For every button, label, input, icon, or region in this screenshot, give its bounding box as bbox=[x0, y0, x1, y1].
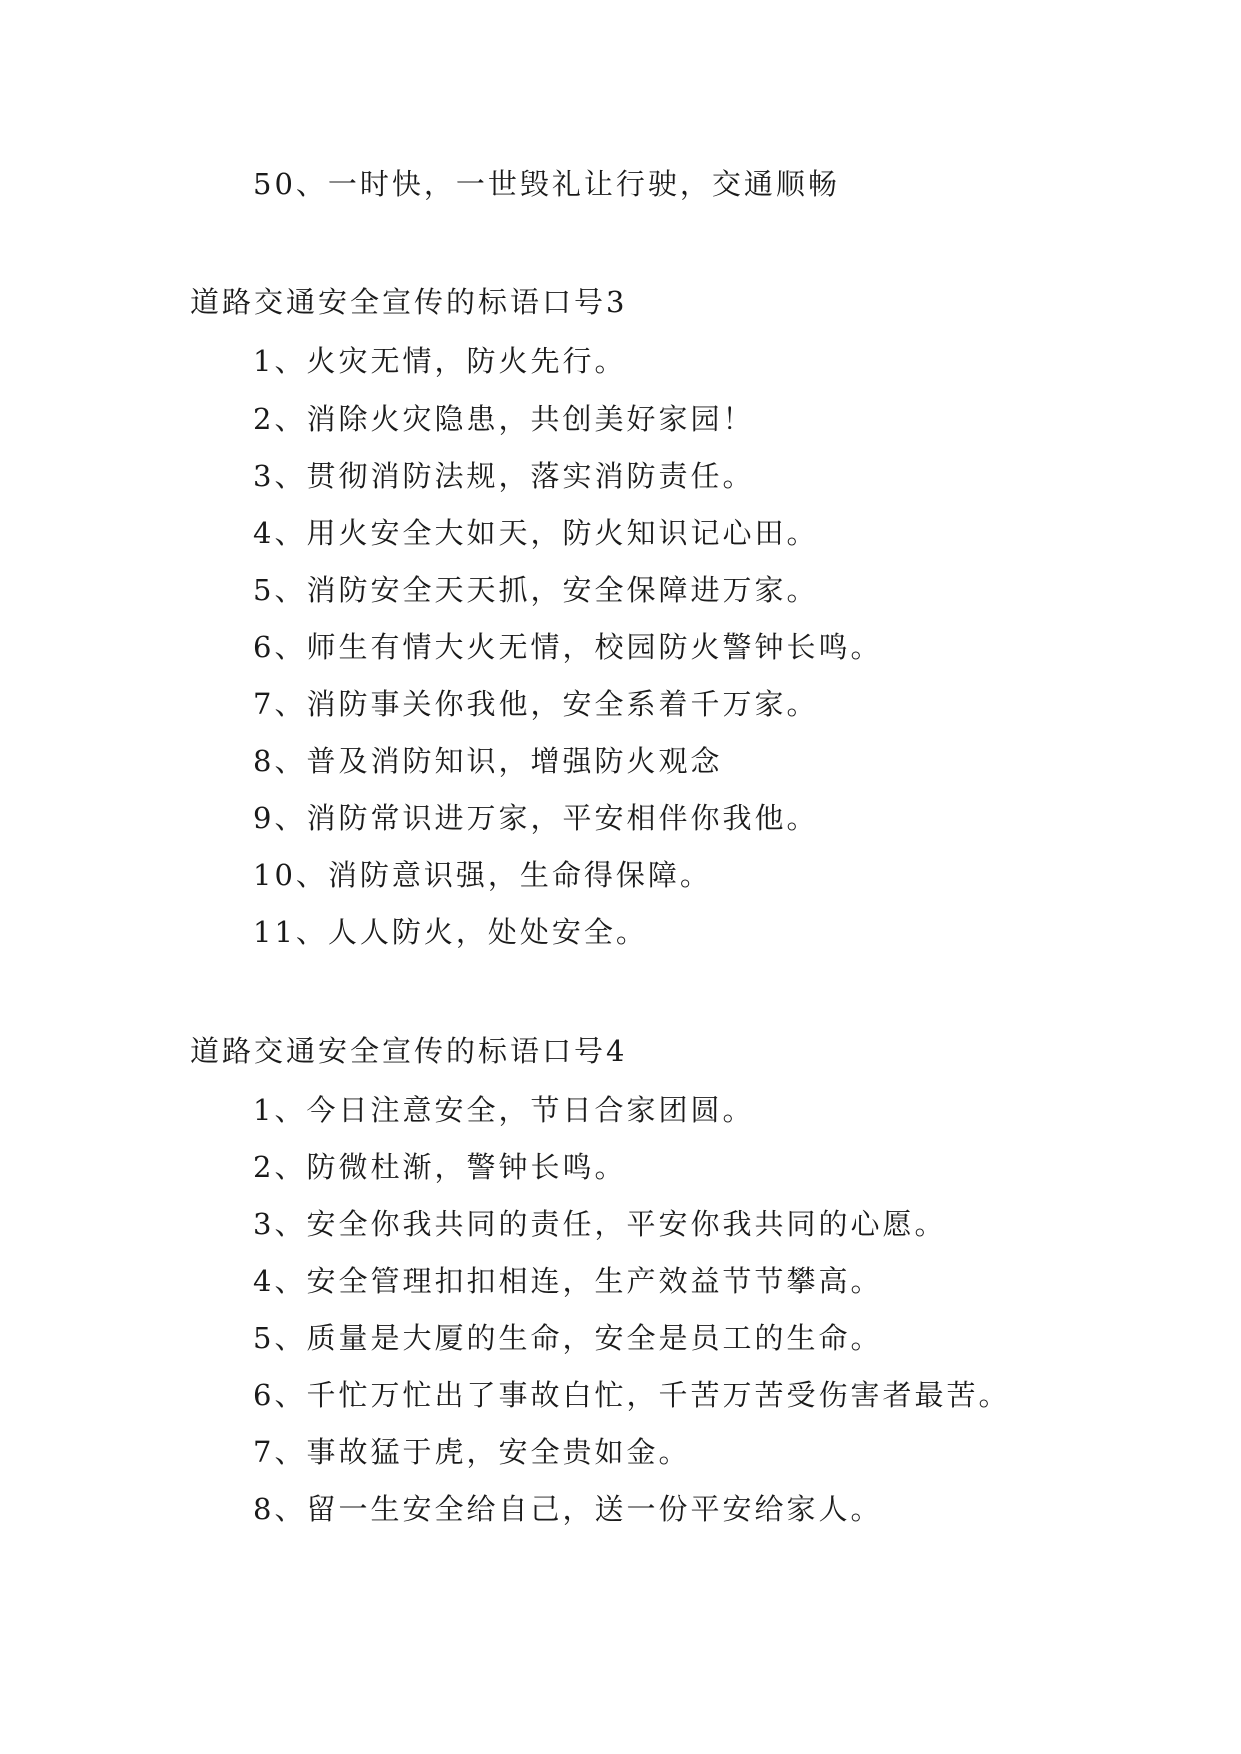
section-3-item-2: 2、消除火灾隐患，共创美好家园！ bbox=[253, 402, 755, 436]
section-4-item-7: 7、事故猛于虎，安全贵如金。 bbox=[253, 1435, 691, 1469]
section-3-item-8: 8、普及消防知识，增强防火观念 bbox=[253, 744, 723, 778]
section-3-item-7: 7、消防事关你我他，安全系着千万家。 bbox=[253, 687, 819, 721]
section-3-item-11: 11、人人防火，处处安全。 bbox=[253, 915, 648, 949]
section-4-item-2: 2、防微杜渐，警钟长鸣。 bbox=[253, 1150, 627, 1184]
section-4-title: 道路交通安全宣传的标语口号4 bbox=[190, 1034, 628, 1068]
section-4-item-3: 3、安全你我共同的责任，平安你我共同的心愿。 bbox=[253, 1207, 947, 1241]
intro-line: 50、一时快，一世毁礼让行驶，交通顺畅 bbox=[253, 167, 840, 201]
section-4-item-6: 6、千忙万忙出了事故白忙，千苦万苦受伤害者最苦。 bbox=[253, 1378, 1011, 1412]
section-3-item-6: 6、师生有情大火无情，校园防火警钟长鸣。 bbox=[253, 630, 883, 664]
section-4-item-4: 4、安全管理扣扣相连，生产效益节节攀高。 bbox=[253, 1264, 883, 1298]
section-3-item-10: 10、消防意识强，生命得保障。 bbox=[253, 858, 712, 892]
section-3-item-9: 9、消防常识进万家，平安相伴你我他。 bbox=[253, 801, 819, 835]
section-3-item-3: 3、贯彻消防法规，落实消防责任。 bbox=[253, 459, 755, 493]
section-3-item-4: 4、用火安全大如天，防火知识记心田。 bbox=[253, 516, 819, 550]
section-4-item-8: 8、留一生安全给自己，送一份平安给家人。 bbox=[253, 1492, 883, 1526]
section-3-item-5: 5、消防安全天天抓，安全保障进万家。 bbox=[253, 573, 819, 607]
section-3-item-1: 1、火灾无情，防火先行。 bbox=[253, 344, 627, 378]
section-3-title: 道路交通安全宣传的标语口号3 bbox=[190, 285, 628, 319]
section-4-item-5: 5、质量是大厦的生命，安全是员工的生命。 bbox=[253, 1321, 883, 1355]
section-4-item-1: 1、今日注意安全，节日合家团圆。 bbox=[253, 1093, 755, 1127]
